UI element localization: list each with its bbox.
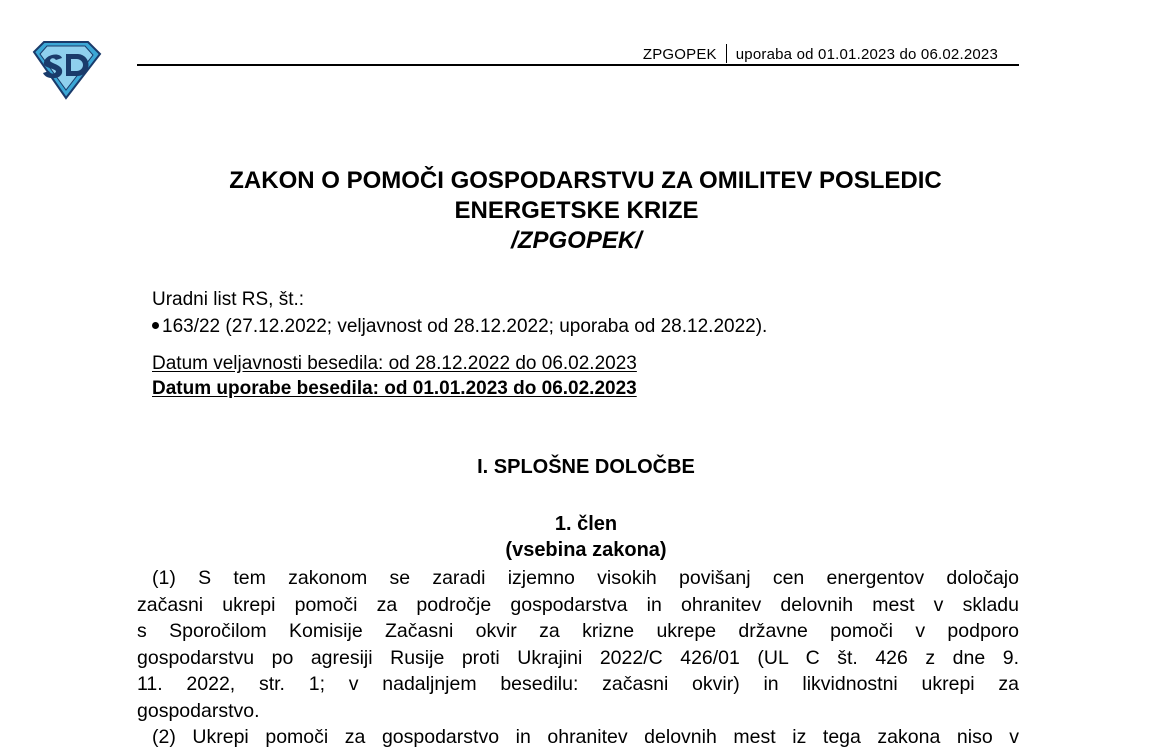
dates-block [152, 351, 637, 401]
article-heading [0, 511, 1157, 563]
bullet-icon [152, 322, 159, 329]
gazette-entry [152, 313, 767, 340]
title-abbreviation: /ZPGOPEK/ [511, 227, 642, 254]
paragraph-line: gospodarstvo. [137, 699, 260, 722]
gazette-label: Uradni list RS, št.: [152, 289, 305, 310]
paragraph-line: (2) Ukrepi pomoči za gospodarstvo in ohranitev delovnih mest iz tega zakona niso v [152, 726, 1019, 748]
paragraph-line: 11. 2022, str. 1; v nadaljnjem besedilu: začasni okvir) in likvidnostni ukrepi za [137, 673, 1019, 696]
gazette-block [152, 286, 767, 340]
paragraph-line: (1) S tem zakonom se zaradi izjemno visokih povišanj cen energentov določajo [152, 567, 1019, 589]
usage-date: Datum uporabe besedila: od 01.01.2023 do 06.02.2023 [152, 378, 637, 399]
header-usage-period: uporaba od 01.01.2023 do 06.02.2023 [735, 46, 998, 63]
article-subject: (vsebina zakona) [505, 539, 667, 561]
paragraph-line: gospodarstvu po agresiji Rusije proti Ukrajini 2022/C 426/01 (UL C št. 426 z dne 9. [137, 646, 1019, 669]
title-line-2: ENERGETSKE KRIZE [454, 197, 699, 224]
law-title [0, 166, 1157, 256]
gazette-entry-text: 163/22 (27.12.2022; veljavnost od 28.12.2022; uporaba od 28.12.2022). [162, 316, 768, 337]
paragraph-line: s Sporočilom Komisije Začasni okvir za krizne ukrepe državne pomoči v podporo [137, 620, 1019, 643]
article-number: 1. člen [554, 513, 618, 535]
article-paragraph-1 [137, 565, 1019, 725]
header-abbreviation: ZPGOPEK [642, 46, 717, 63]
title-line-1: ZAKON O POMOČI GOSPODARSTVU ZA OMILITEV POSLEDIC [229, 167, 942, 194]
sd-logo-icon [30, 40, 102, 100]
paragraph-line: začasni ukrepi pomoči za področje gospodarstva in ohranitev delovnih mest v skladu [137, 593, 1019, 616]
chapter-heading: I. SPLOŠNE DOLOČBE [477, 456, 695, 478]
validity-date: Datum veljavnosti besedila: od 28.12.2022 do 06.02.2023 [152, 353, 637, 374]
running-header [560, 44, 998, 63]
header-rule [137, 64, 1019, 66]
header-separator [726, 44, 727, 63]
article-paragraph-2 [137, 724, 1019, 751]
